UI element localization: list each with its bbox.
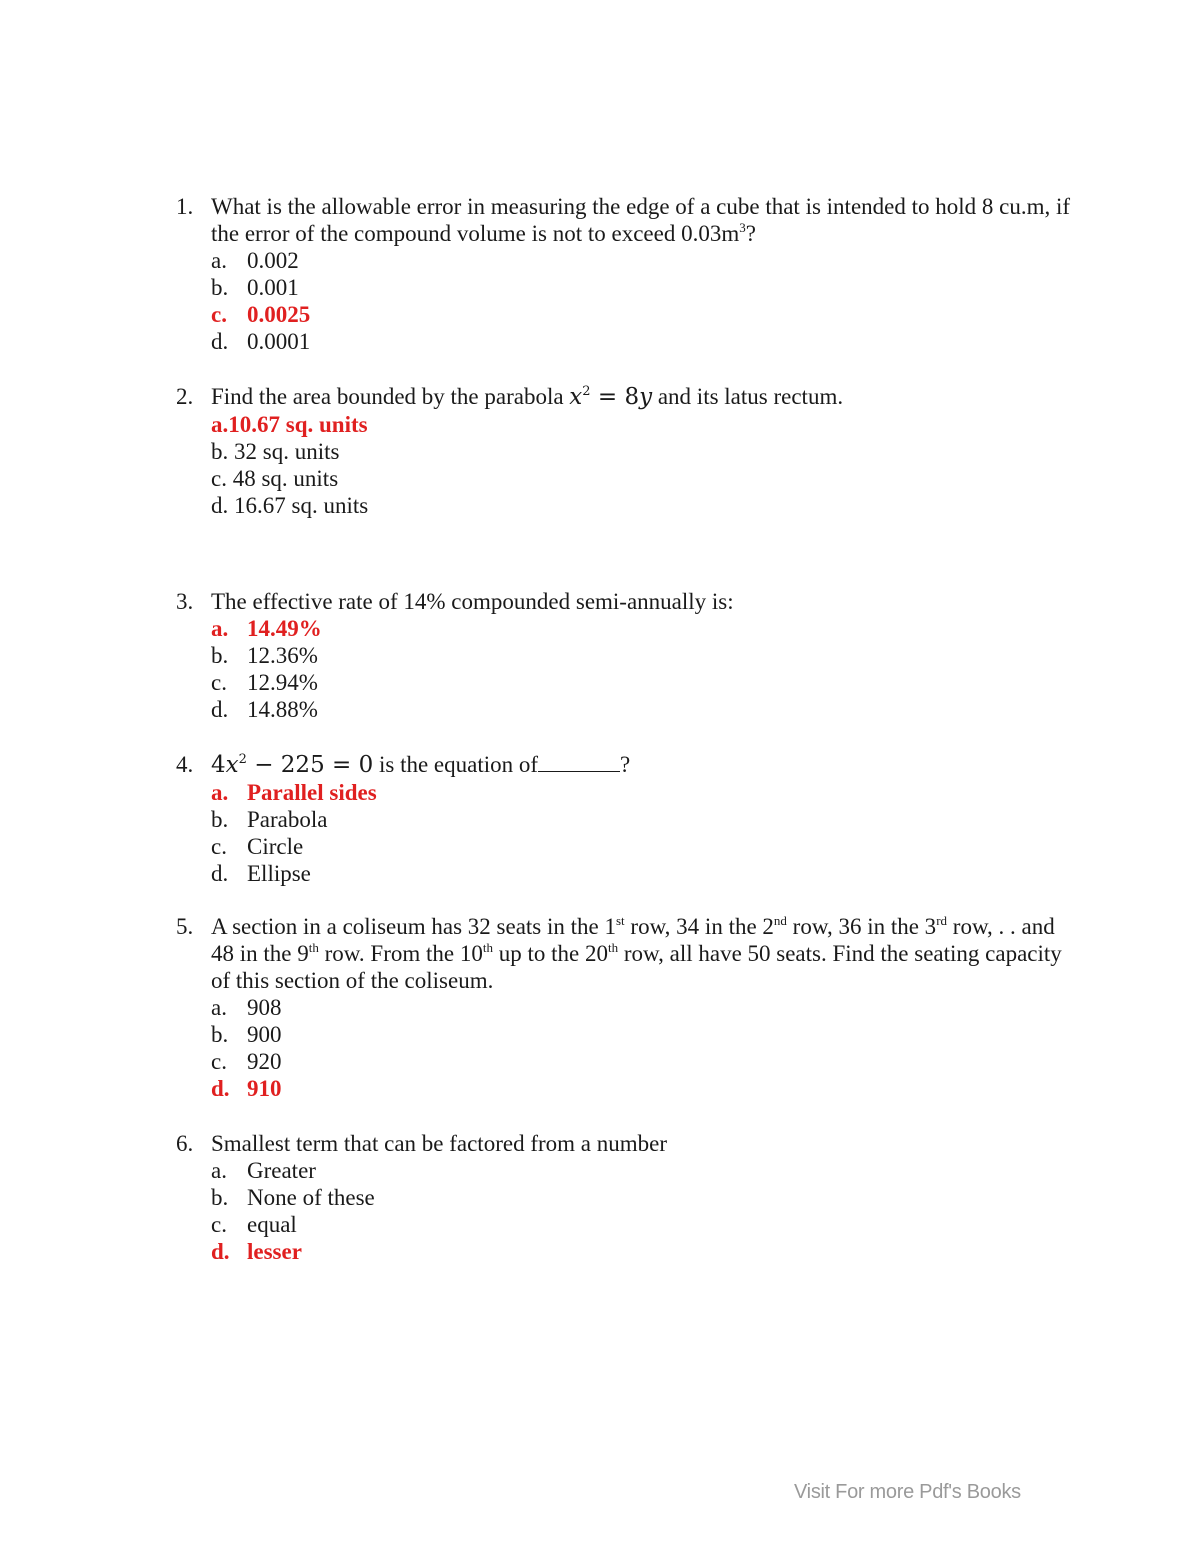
option-b: b. Parabola (211, 807, 328, 832)
option-d-correct: d. 910 (211, 1076, 282, 1101)
question-5 (176, 913, 1076, 1102)
question-number: 1. (176, 194, 194, 219)
question-number: 4. (176, 752, 194, 777)
option-a: a. 0.002 (211, 248, 299, 273)
answer-blank (538, 751, 620, 772)
option-d: d. Ellipse (211, 861, 311, 886)
question-number: 6. (176, 1131, 194, 1156)
question-text: Find the area bounded by the parabola $x^2 = 8y$ and its latus rectum. (211, 384, 844, 410)
question-6 (176, 1130, 1076, 1265)
option-list (211, 779, 1076, 887)
option-d: d. 14.88% (211, 697, 318, 722)
question-text: A section in a coliseum has 32 seats in the 1st row, 34 in the 2nd row, 36 in the 3rd row, . . and 48 in the 9th row. From the 10th up to the 20th row, all have 50 seats. Find the seating capacity of this section of the coliseum. (211, 913, 1062, 993)
option-c: c. equal (211, 1212, 297, 1237)
option-a: a. Greater (211, 1158, 316, 1183)
option-d: d. 16.67 sq. units (211, 493, 369, 518)
option-c: c. 48 sq. units (211, 466, 339, 491)
question-4 (176, 751, 1076, 887)
question-text: The effective rate of 14% compounded semi-annually is: (211, 589, 734, 614)
option-c: c. 920 (211, 1049, 282, 1074)
option-a-correct: a. Parallel sides (211, 780, 377, 805)
question-number: 5. (176, 914, 194, 939)
option-b: b. 0.001 (211, 275, 299, 300)
option-list (211, 1157, 1076, 1265)
question-text: $4x^2 - 225 = 0$ is the equation of ? (211, 752, 631, 778)
option-list (211, 994, 1076, 1102)
question-3 (176, 588, 1076, 723)
option-a-correct: a. 10.67 sq. units (211, 412, 368, 437)
question-number: 2. (176, 384, 194, 409)
question-text: What is the allowable error in measuring the edge of a cube that is intended to hold 8 cu.m, if the error of the compound volume is not to exceed $0.03m^3$? (211, 194, 1071, 246)
question-1 (176, 193, 1076, 355)
option-c: c. 12.94% (211, 670, 318, 695)
question-2 (176, 383, 1076, 519)
option-a: a. 908 (211, 995, 282, 1020)
option-d-correct: d. lesser (211, 1239, 302, 1264)
option-c-correct: c. 0.0025 (211, 302, 311, 327)
question-text: Smallest term that can be factored from a number (211, 1131, 667, 1156)
option-b: b. None of these (211, 1185, 375, 1210)
option-d: d. 0.0001 (211, 329, 311, 354)
option-b: b. 900 (211, 1022, 282, 1047)
option-list (211, 411, 1076, 519)
option-b: b. 12.36% (211, 643, 318, 668)
option-list (211, 615, 1076, 723)
option-a-correct: a. 14.49% (211, 616, 322, 641)
question-number: 3. (176, 589, 194, 614)
footer-watermark[interactable]: Visit For more Pdf's Books (794, 1481, 1021, 1503)
option-list (211, 247, 1076, 355)
option-b: b. 32 sq. units (211, 439, 340, 464)
option-c: c. Circle (211, 834, 304, 859)
